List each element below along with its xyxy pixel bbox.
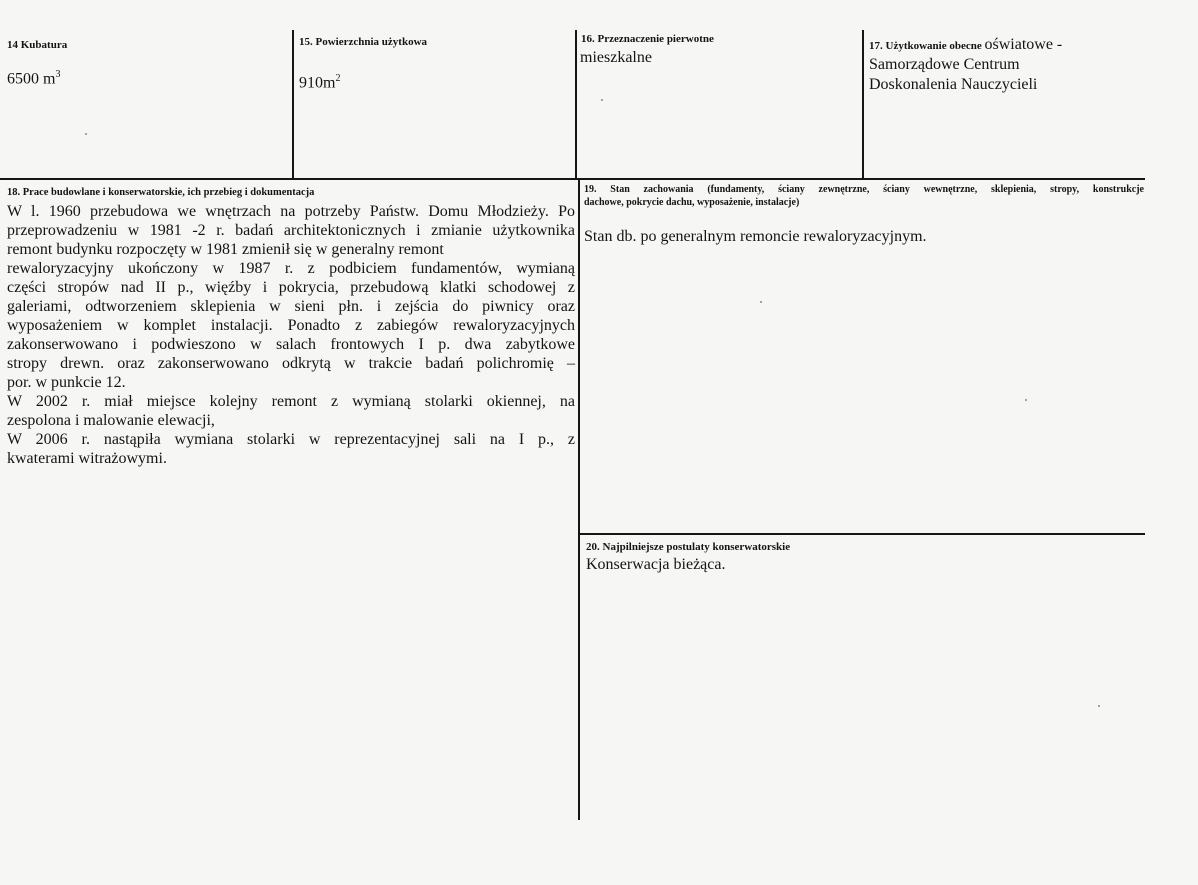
- stan-zachowania-value: Stan db. po generalnym remoncie rewaloryzacyjnym.: [584, 228, 927, 245]
- text-line: zakonserwowano i podwieszono w salach frontowych I p. dwa zabytkowe: [7, 336, 575, 353]
- scan-speck: [85, 133, 87, 135]
- postulaty-label: 20. Najpilniejsze postulaty konserwatorskie: [586, 541, 791, 553]
- przeznaczenie-label: 16. Przeznaczenie pierwotne: [581, 33, 714, 45]
- scan-speck: [601, 99, 603, 101]
- kubatura-label: 14 Kubatura: [7, 39, 68, 51]
- text-line: por. w punkcie 12.: [7, 374, 126, 391]
- scan-speck: [760, 301, 762, 303]
- text-line: części stropów nad II p., więźby i pokrycia, przebudową klatki schodowej z: [7, 279, 575, 296]
- text-line: przeprowadzeniu w 1981 -2 r. badań architektonicznych i zmianie użytkownika: [7, 222, 575, 239]
- kubatura-value: 6500 $m^3$: [7, 69, 61, 88]
- stan-zachowania-label-line2: dachowe, pokrycie dachu, wyposażenie, instalacje): [584, 197, 800, 208]
- text-line: galeriami, odtworzeniem sklepienia w sieni płn. i zejścia do piwnicy oraz: [7, 298, 575, 315]
- text-line: rewaloryzacyjny ukończony w 1987 r. z podbiciem fundamentów, wymianą: [7, 260, 575, 277]
- prace-budowlane-text: [7, 202, 575, 468]
- powierzchnia-label: 15. Powierzchnia użytkowa: [299, 36, 428, 48]
- divider-15-16: [575, 30, 577, 180]
- uzytkowanie-label: 17. Użytkowanie obecne oświatowe -: [869, 36, 1063, 53]
- divider-top-row: [0, 178, 1145, 180]
- text-line: remont budynku rozpoczęty w 1981 zmienił się w generalny remont: [7, 241, 444, 258]
- divider-18-19: [578, 178, 580, 820]
- text-line: W l. 1960 przebudowa we wnętrzach na potrzeby Państw. Domu Młodzieży. Po: [7, 203, 575, 220]
- divider-14-15: [292, 30, 294, 180]
- powierzchnia-value: $910m^2$: [299, 73, 341, 92]
- prace-budowlane-label: 18. Prace budowlane i konserwatorskie, ich przebieg i dokumentacja: [7, 187, 315, 198]
- text-line: zespolona i malowanie elewacji,: [7, 412, 215, 429]
- stan-zachowania-label-line1: 19. Stan zachowania (fundamenty, ściany zewnętrzne, ściany wewnętrzne, sklepienia, stropy, konstrukcje: [584, 184, 1144, 195]
- uzytkowanie-value-line1: oświatowe -: [984, 36, 1063, 53]
- text-line: W 2006 r. nastąpiła wymiana stolarki w reprezentacyjnej sali na I p., z: [7, 431, 575, 448]
- uzytkowanie-value-line3: Doskonalenia Nauczycieli: [869, 76, 1038, 93]
- text-line: W 2002 r. miał miejsce kolejny remont z wymianą stolarki okiennej, na: [7, 393, 575, 410]
- stan-zachowania-label: [584, 183, 1144, 209]
- postulaty-value: Konserwacja bieżąca.: [586, 556, 726, 573]
- divider-16-17: [862, 30, 864, 180]
- scan-speck: [1025, 399, 1027, 401]
- text-line: wyposażeniem w komplet instalacji. Ponadto z zabiegów rewaloryzacyjnych: [7, 317, 575, 334]
- przeznaczenie-value: mieszkalne: [580, 49, 652, 66]
- text-line: kwaterami witrażowymi.: [7, 450, 167, 467]
- scan-speck: [1098, 705, 1100, 707]
- text-line: stropy drewn. oraz zakonserwowano odkrytą w trakcie badań polichromię –: [7, 355, 575, 372]
- divider-19-20: [578, 533, 1145, 535]
- uzytkowanie-value-line2: Samorządowe Centrum: [869, 56, 1020, 73]
